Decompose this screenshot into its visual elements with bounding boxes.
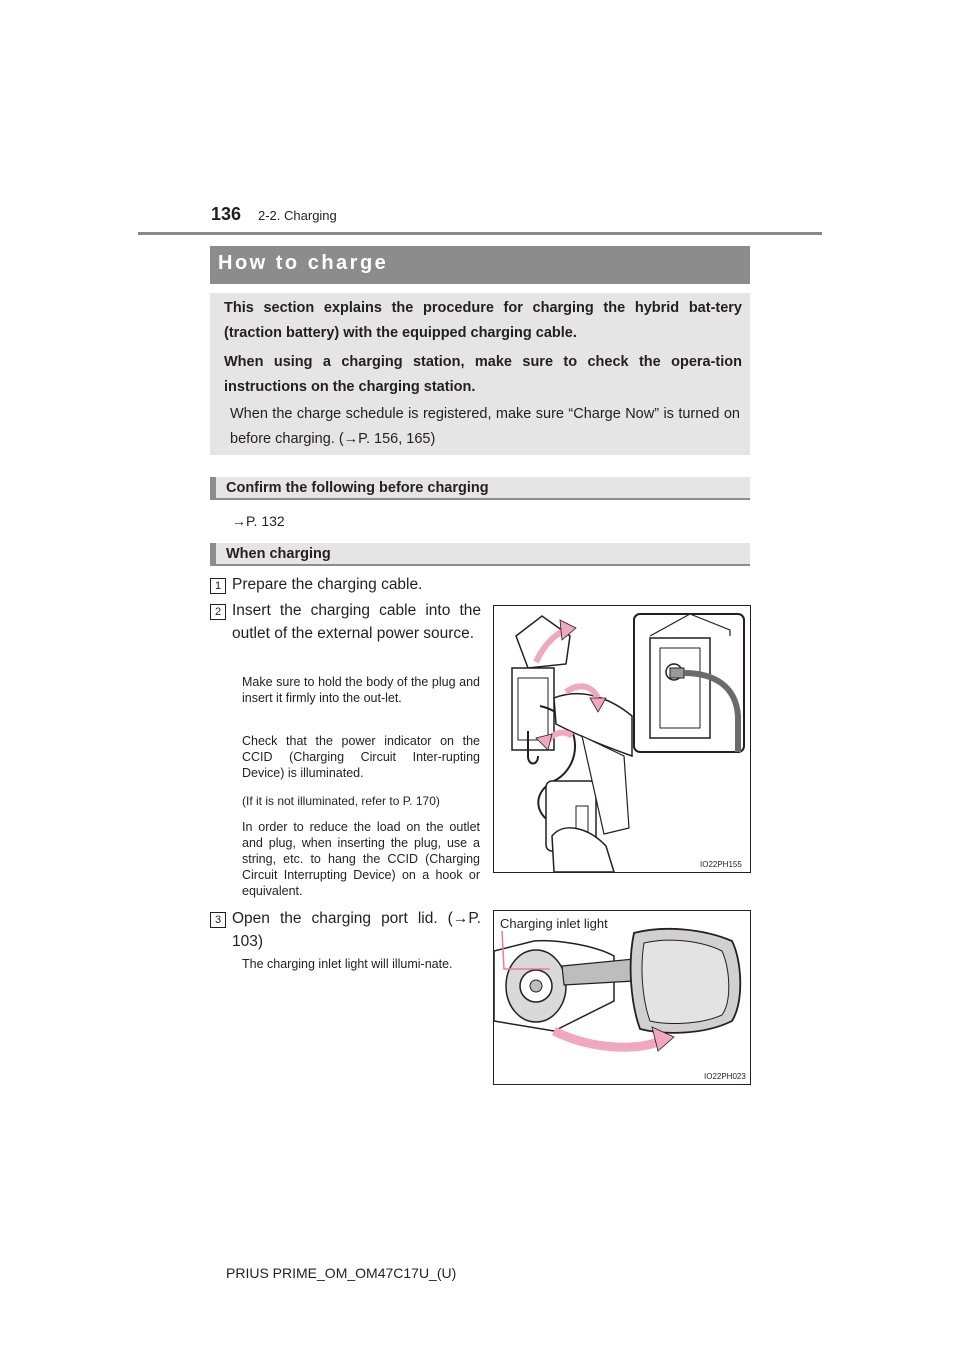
step-2-note-4: In order to reduce the load on the outlet and plug, when inserting the plug, use a string, etc. to hang the CCID (Charging Circuit Interrupting Device) on a hook or equivalent. xyxy=(242,820,480,898)
figure-1-code: IO22PH155 xyxy=(700,860,742,869)
figure-charging-port xyxy=(493,910,751,1085)
step-3-text: Open the charging port lid. (→P. 103) xyxy=(232,910,481,950)
when-charging-heading-text: When charging xyxy=(226,546,331,562)
step-2-note-2: Check that the power indicator on the CCID (Charging Circuit Inter-rupting Device) is illuminated. xyxy=(242,734,480,780)
step-2-note-3: (If it is not illuminated, refer to P. 170) xyxy=(242,794,440,808)
section-label: 2-2. Charging xyxy=(258,208,337,223)
page-number: 136 xyxy=(211,204,242,224)
step-3-badge: 3 xyxy=(210,912,226,928)
title-bar xyxy=(210,246,750,284)
step-2-text: Insert the charging cable into the outlet of the external power source. xyxy=(232,602,481,642)
intro-paragraph-1: This section explains the procedure for charging the hybrid bat-tery (traction battery) with the equipped charging cable. xyxy=(224,300,742,341)
confirm-reference-link[interactable]: →P. 132 xyxy=(232,513,285,529)
figure-2-code: IO22PH023 xyxy=(704,1072,746,1081)
figure-outlet-plug xyxy=(493,605,751,873)
intro-paragraph-2: When using a charging station, make sure to check the opera-tion instructions on the charging station. xyxy=(224,354,742,395)
step-1-text: Prepare the charging cable. xyxy=(232,576,423,593)
header-rule xyxy=(138,232,822,235)
step-3-note-1: The charging inlet light will illumi-nate. xyxy=(242,957,453,971)
when-charging-heading xyxy=(210,543,750,566)
step-2-badge: 2 xyxy=(210,604,226,620)
outlet-plug-illustration xyxy=(494,606,750,872)
page-title: How to charge xyxy=(218,252,389,274)
step-2-note-1: Make sure to hold the body of the plug and insert it firmly into the out-let. xyxy=(242,675,480,705)
confirm-heading xyxy=(210,477,750,500)
step-1-badge: 1 xyxy=(210,578,226,594)
footer-doc-id: PRIUS PRIME_OM_OM47C17U_(U) xyxy=(226,1265,457,1281)
charging-inlet-light-callout: Charging inlet light xyxy=(500,916,608,931)
confirm-heading-text: Confirm the following before charging xyxy=(226,480,489,496)
charging-port-illustration xyxy=(494,911,750,1084)
intro-paragraph-3: When the charge schedule is registered, make sure “Charge Now” is turned on before charging. (→P. 156, 165) xyxy=(230,406,740,447)
intro-box xyxy=(210,293,750,455)
